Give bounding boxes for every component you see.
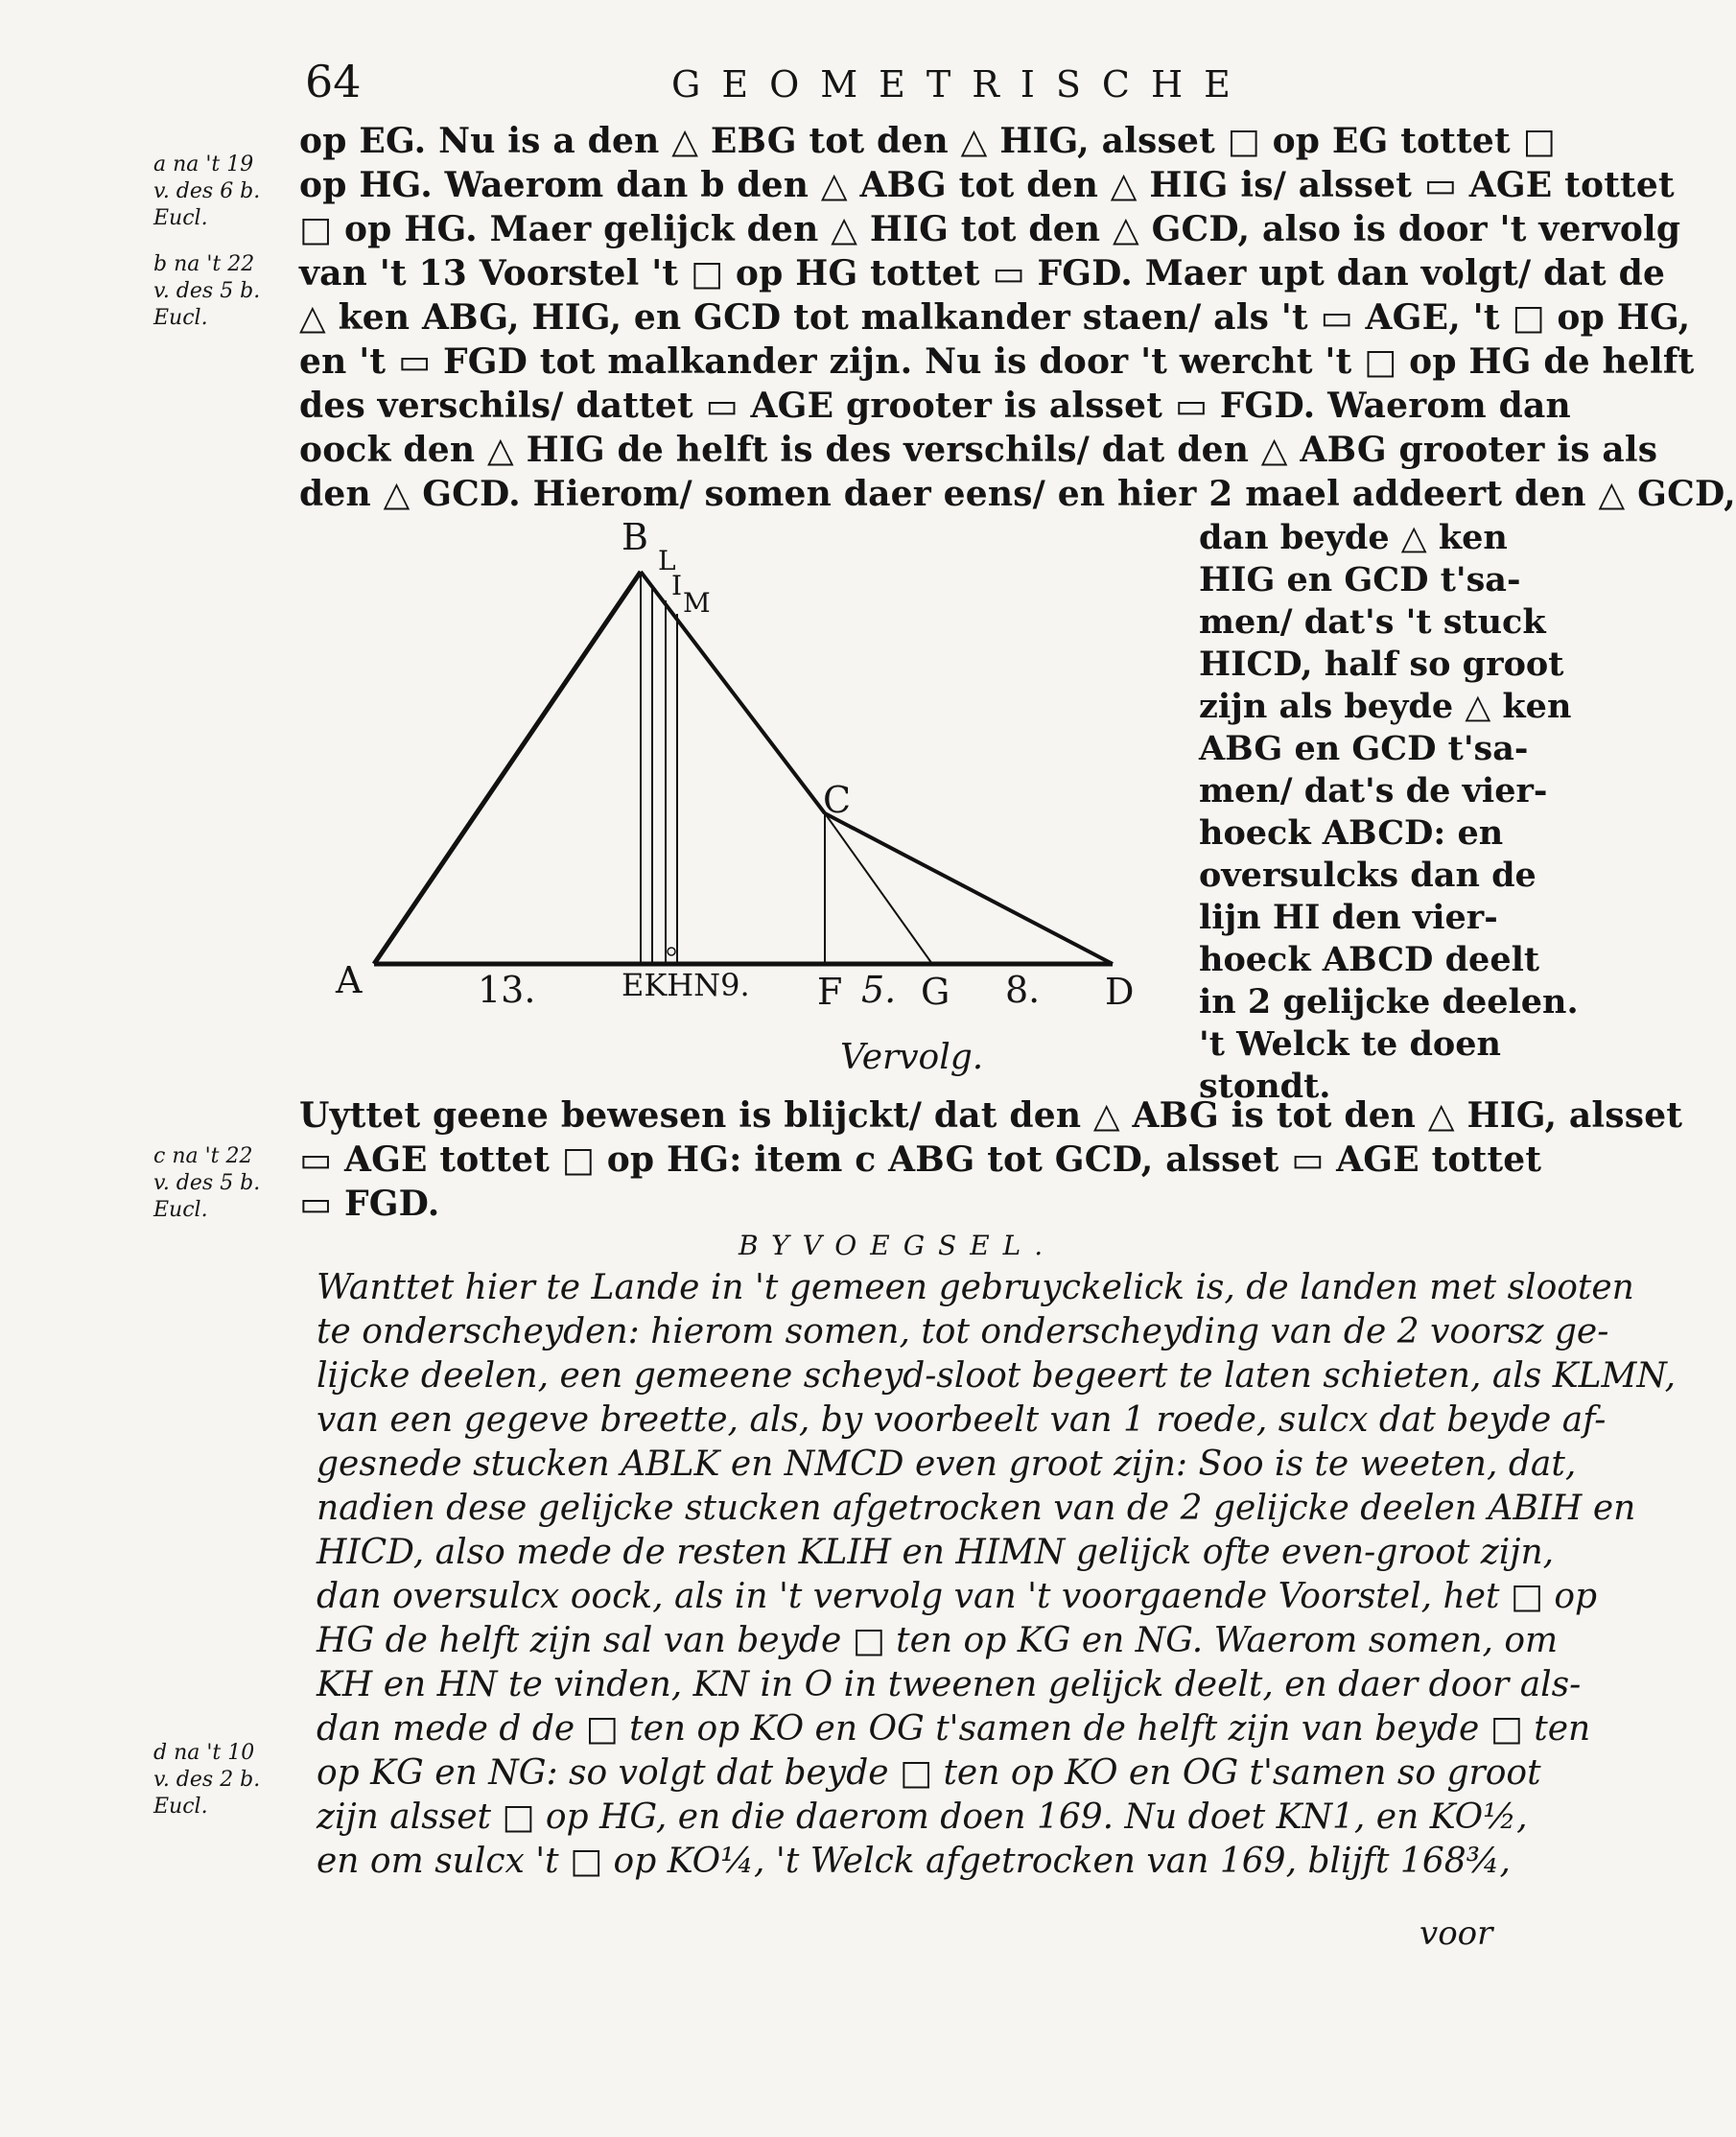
label-a: A — [336, 959, 363, 1001]
body-line: △ ken ABG, HIG, en GCD tot malkander staen/ als 't ▭ AGE, 't □ op HG, — [299, 297, 1691, 338]
label-segment-ekhn: EKHN9. — [622, 967, 750, 1003]
bijvoegsel-line: HG de helft zijn sal van beyde □ ten op KG en NG. Waerom somen, om — [317, 1621, 1559, 1660]
bijvoegsel-line: dan mede d de □ ten op KO en OG t'samen de helft zijn van beyde □ ten — [317, 1709, 1591, 1749]
label-c: C — [823, 779, 852, 821]
margin-note-b: b na 't 22 v. des 5 b. Eucl. — [153, 252, 261, 330]
line-ab — [374, 572, 641, 964]
section-title-vervolg: Vervolg. — [840, 1038, 984, 1077]
side-line: stondt. — [1199, 1067, 1331, 1106]
label-segment-ae: 13. — [478, 969, 536, 1011]
line-cd — [825, 813, 1113, 964]
body-line: des verschils/ dattet ▭ AGE grooter is alsset ▭ FGD. Waerom dan — [299, 386, 1571, 426]
label-segment-gd: 8. — [1005, 969, 1041, 1011]
side-line: hoeck ABCD deelt — [1199, 940, 1540, 979]
side-line: lijn HI den vier- — [1199, 898, 1498, 937]
bijvoegsel-line: dan oversulcx oock, als in 't vervolg van 't voorgaende Voorstel, het □ op — [317, 1577, 1598, 1616]
side-line: in 2 gelijcke deelen. — [1199, 982, 1579, 1022]
side-line: ABG en GCD t'sa- — [1199, 729, 1529, 768]
side-line: 't Welck te doen — [1199, 1024, 1501, 1064]
bijvoegsel-line: lijcke deelen, een gemeene scheyd-sloot begeert te laten schieten, als KLMN, — [317, 1356, 1677, 1396]
body-line: den △ GCD. Hierom/ somen daer eens/ en hier 2 mael addeert den △ GCD, — [299, 474, 1736, 514]
label-m: M — [683, 587, 711, 619]
body-line: □ op HG. Maer gelijck den △ HIG tot den △ GCD, also is door 't vervolg — [299, 209, 1681, 249]
bijvoegsel-line: en om sulcx 't □ op KO¼, 't Welck afgetrocken van 169, blijft 168¾, — [317, 1842, 1511, 1881]
bijvoegsel-line: zijn alsset □ op HG, en die daerom doen 169. Nu doet KN1, en KO½, — [317, 1797, 1528, 1837]
vervolg-line: ▭ AGE tottet □ op HG: item c ABG tot GCD, alsset ▭ AGE tottet — [299, 1139, 1542, 1180]
vervolg-line: Uyttet geene bewesen is blijckt/ dat den △ ABG is tot den △ HIG, alsset — [299, 1095, 1683, 1136]
label-b: B — [622, 516, 648, 558]
margin-note-d: d na 't 10 v. des 2 b. Eucl. — [153, 1741, 261, 1819]
section-title-bijvoegsel: BYVOEGSEL. — [739, 1230, 1057, 1261]
label-g: G — [921, 971, 950, 1013]
body-line: oock den △ HIG de helft is des verschils/ dat den △ ABG grooter is als — [299, 430, 1658, 470]
bijvoegsel-line: op KG en NG: so volgt dat beyde □ ten op KO en OG t'samen so groot — [317, 1753, 1541, 1793]
bijvoegsel-line: KH en HN te vinden, KN in O in tweenen gelijck deelt, en daer door als- — [317, 1665, 1582, 1704]
side-line: oversulcks dan de — [1199, 856, 1537, 895]
line-bc — [641, 572, 825, 813]
bijvoegsel-line: nadien dese gelijcke stucken afgetrocken van de 2 gelijcke deelen ABIH en — [317, 1489, 1636, 1528]
body-line: van 't 13 Voorstel 't □ op HG tottet ▭ FGD. Maer upt dan volgt/ dat de — [299, 253, 1666, 294]
side-line: hoeck ABCD: en — [1199, 813, 1504, 853]
body-line: en 't ▭ FGD tot malkander zijn. Nu is door 't wercht 't □ op HG de helft — [299, 341, 1695, 382]
side-line: HICD, half so groot — [1199, 645, 1564, 684]
body-line: op HG. Waerom dan b den △ ABG tot den △ HIG is/ alsset ▭ AGE tottet — [299, 165, 1675, 205]
bijvoegsel-line: HICD, also mede de resten KLIH en HIMN gelijck ofte even-groot zijn, — [317, 1533, 1555, 1572]
label-d: D — [1105, 971, 1135, 1013]
body-line: op EG. Nu is a den △ EBG tot den △ HIG, alsset □ op EG tottet □ — [299, 121, 1556, 161]
vervolg-line: ▭ FGD. — [299, 1184, 440, 1224]
label-i: I — [671, 570, 683, 601]
catchword: voor — [1419, 1914, 1493, 1953]
bijvoegsel-line: Wanttet hier te Lande in 't gemeen gebruyckelick is, de landen met slooten — [317, 1268, 1634, 1307]
side-line: zijn als beyde △ ken — [1199, 687, 1572, 726]
label-f: F — [817, 971, 843, 1013]
label-l: L — [658, 545, 676, 576]
line-cg — [825, 813, 932, 964]
bijvoegsel-line: te onderscheyden: hierom somen, tot onderscheyding van de 2 voorsz ge- — [317, 1312, 1609, 1351]
bijvoegsel-line: van een gegeve breette, als, by voorbeelt van 1 roede, sulcx dat beyde af- — [317, 1400, 1607, 1440]
side-line: dan beyde △ ken — [1199, 518, 1508, 557]
label-segment-fg: 5. — [861, 969, 897, 1011]
side-line: men/ dat's de vier- — [1199, 771, 1548, 810]
side-line: HIG en GCD t'sa- — [1199, 560, 1521, 599]
margin-note-c: c na 't 22 v. des 5 b. Eucl. — [153, 1144, 261, 1222]
margin-note-a: a na 't 19 v. des 6 b. Eucl. — [153, 153, 261, 230]
point-o — [668, 948, 675, 955]
page-number: 64 — [305, 56, 362, 107]
running-title: GEOMETRISCHE — [671, 63, 1252, 106]
side-line: men/ dat's 't stuck — [1199, 602, 1546, 642]
bijvoegsel-line: gesnede stucken ABLK en NMCD even groot zijn: Soo is te weeten, dat, — [317, 1444, 1577, 1484]
